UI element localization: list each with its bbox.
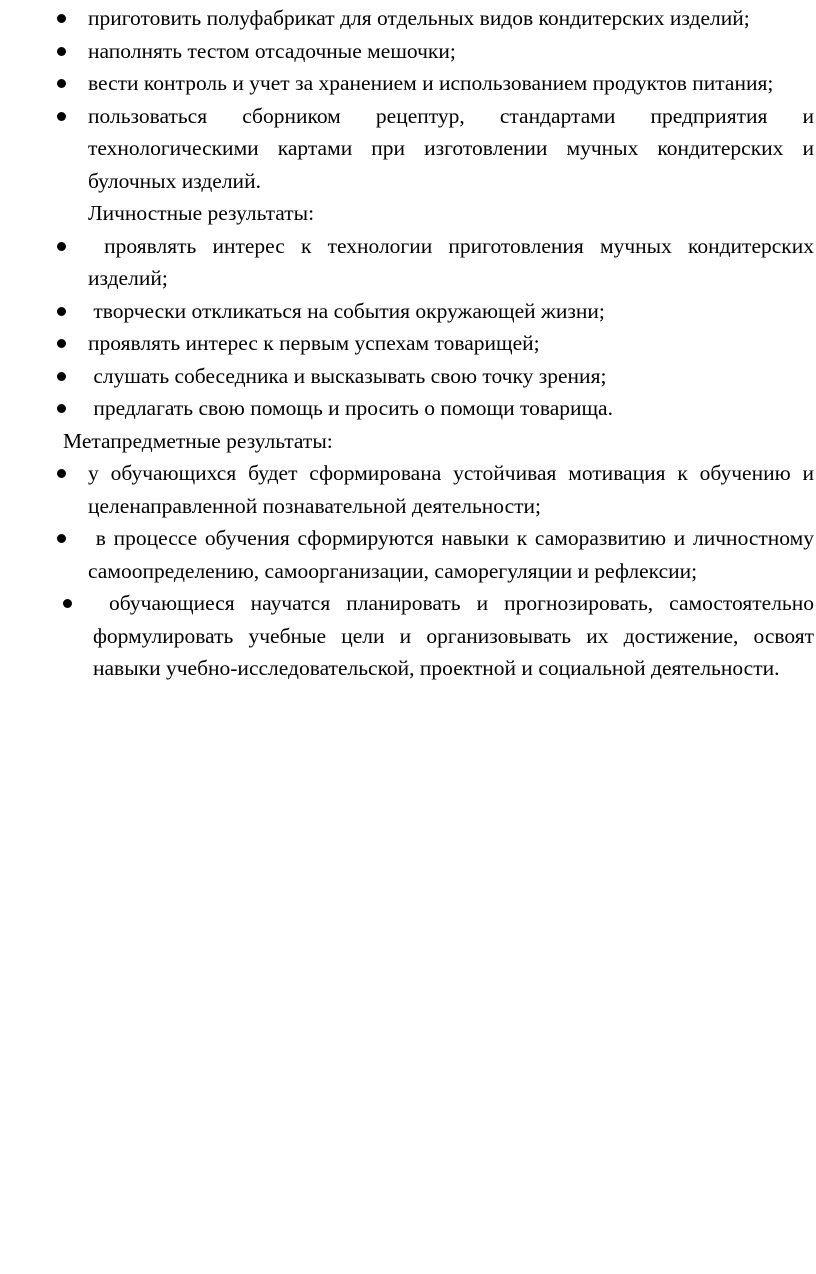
list-item-text: вести контроль и учет за хранением и использованием продуктов питания; [88, 71, 774, 95]
list-item [0, 392, 814, 425]
bullet-icon [57, 534, 66, 543]
meta-results-heading: Метапредметные результаты: [63, 428, 333, 453]
list-item [0, 522, 814, 587]
list-item-text: приготовить полуфабрикат для отдельных видов кондитерских изделий; [88, 6, 750, 30]
list-item [0, 360, 814, 393]
list-item-text: обучающиеся научатся планировать и прогнозировать, самостоятельно формулировать учебные цели и организовывать их достижение, освоят навыки учебно-исследовательской, проектной и социальной деятельности. [93, 591, 814, 680]
list-item-text: творчески откликаться на события окружающей жизни; [93, 298, 605, 323]
skills-list [0, 2, 816, 197]
list-item [0, 327, 814, 360]
bullet-icon [57, 112, 66, 121]
list-item [0, 2, 814, 35]
bullet-icon [57, 307, 66, 316]
personal-results-list [0, 230, 816, 425]
bullet-icon [57, 339, 66, 348]
bullet-icon [57, 242, 66, 251]
bullet-icon [57, 372, 66, 381]
personal-results-heading: Личностные результаты: [88, 201, 315, 225]
list-item [0, 35, 814, 68]
bullet-icon [57, 469, 66, 478]
bullet-icon [57, 79, 66, 88]
bullet-icon [57, 404, 66, 413]
list-item-text: у обучающихся будет сформирована устойчивая мотивация к обучению и целенаправленной познавательной деятельности; [88, 461, 814, 518]
list-item [0, 100, 814, 198]
list-item-text: наполнять тестом отсадочные мешочки; [88, 38, 456, 63]
list-item [0, 230, 814, 295]
bullet-icon [57, 14, 66, 23]
list-item-text: пользоваться сборником рецептур, стандартами предприятия и технологическими картами при изготовлении мучных кондитерских и булочных изделий. [88, 103, 814, 193]
list-item-text: слушать собеседника и высказывать свою точку зрения; [93, 363, 607, 388]
list-item [0, 67, 814, 100]
list-item-text: проявлять интерес к технологии приготовления мучных кондитерских изделий; [88, 233, 814, 290]
bullet-icon [57, 47, 66, 56]
list-item-text: предлагать свою помощь и просить о помощи товарища. [93, 396, 613, 420]
bullet-icon [63, 599, 72, 608]
list-item [0, 457, 814, 522]
meta-results-list [0, 457, 816, 685]
list-item [0, 295, 814, 328]
list-item-text: в процессе обучения сформируются навыки к саморазвитию и личностному самоопределению, самоорганизации, саморегуляции и рефлексии; [88, 526, 814, 583]
list-item-text: проявлять интерес к первым успехам товарищей; [88, 331, 540, 355]
list-item [0, 587, 814, 685]
